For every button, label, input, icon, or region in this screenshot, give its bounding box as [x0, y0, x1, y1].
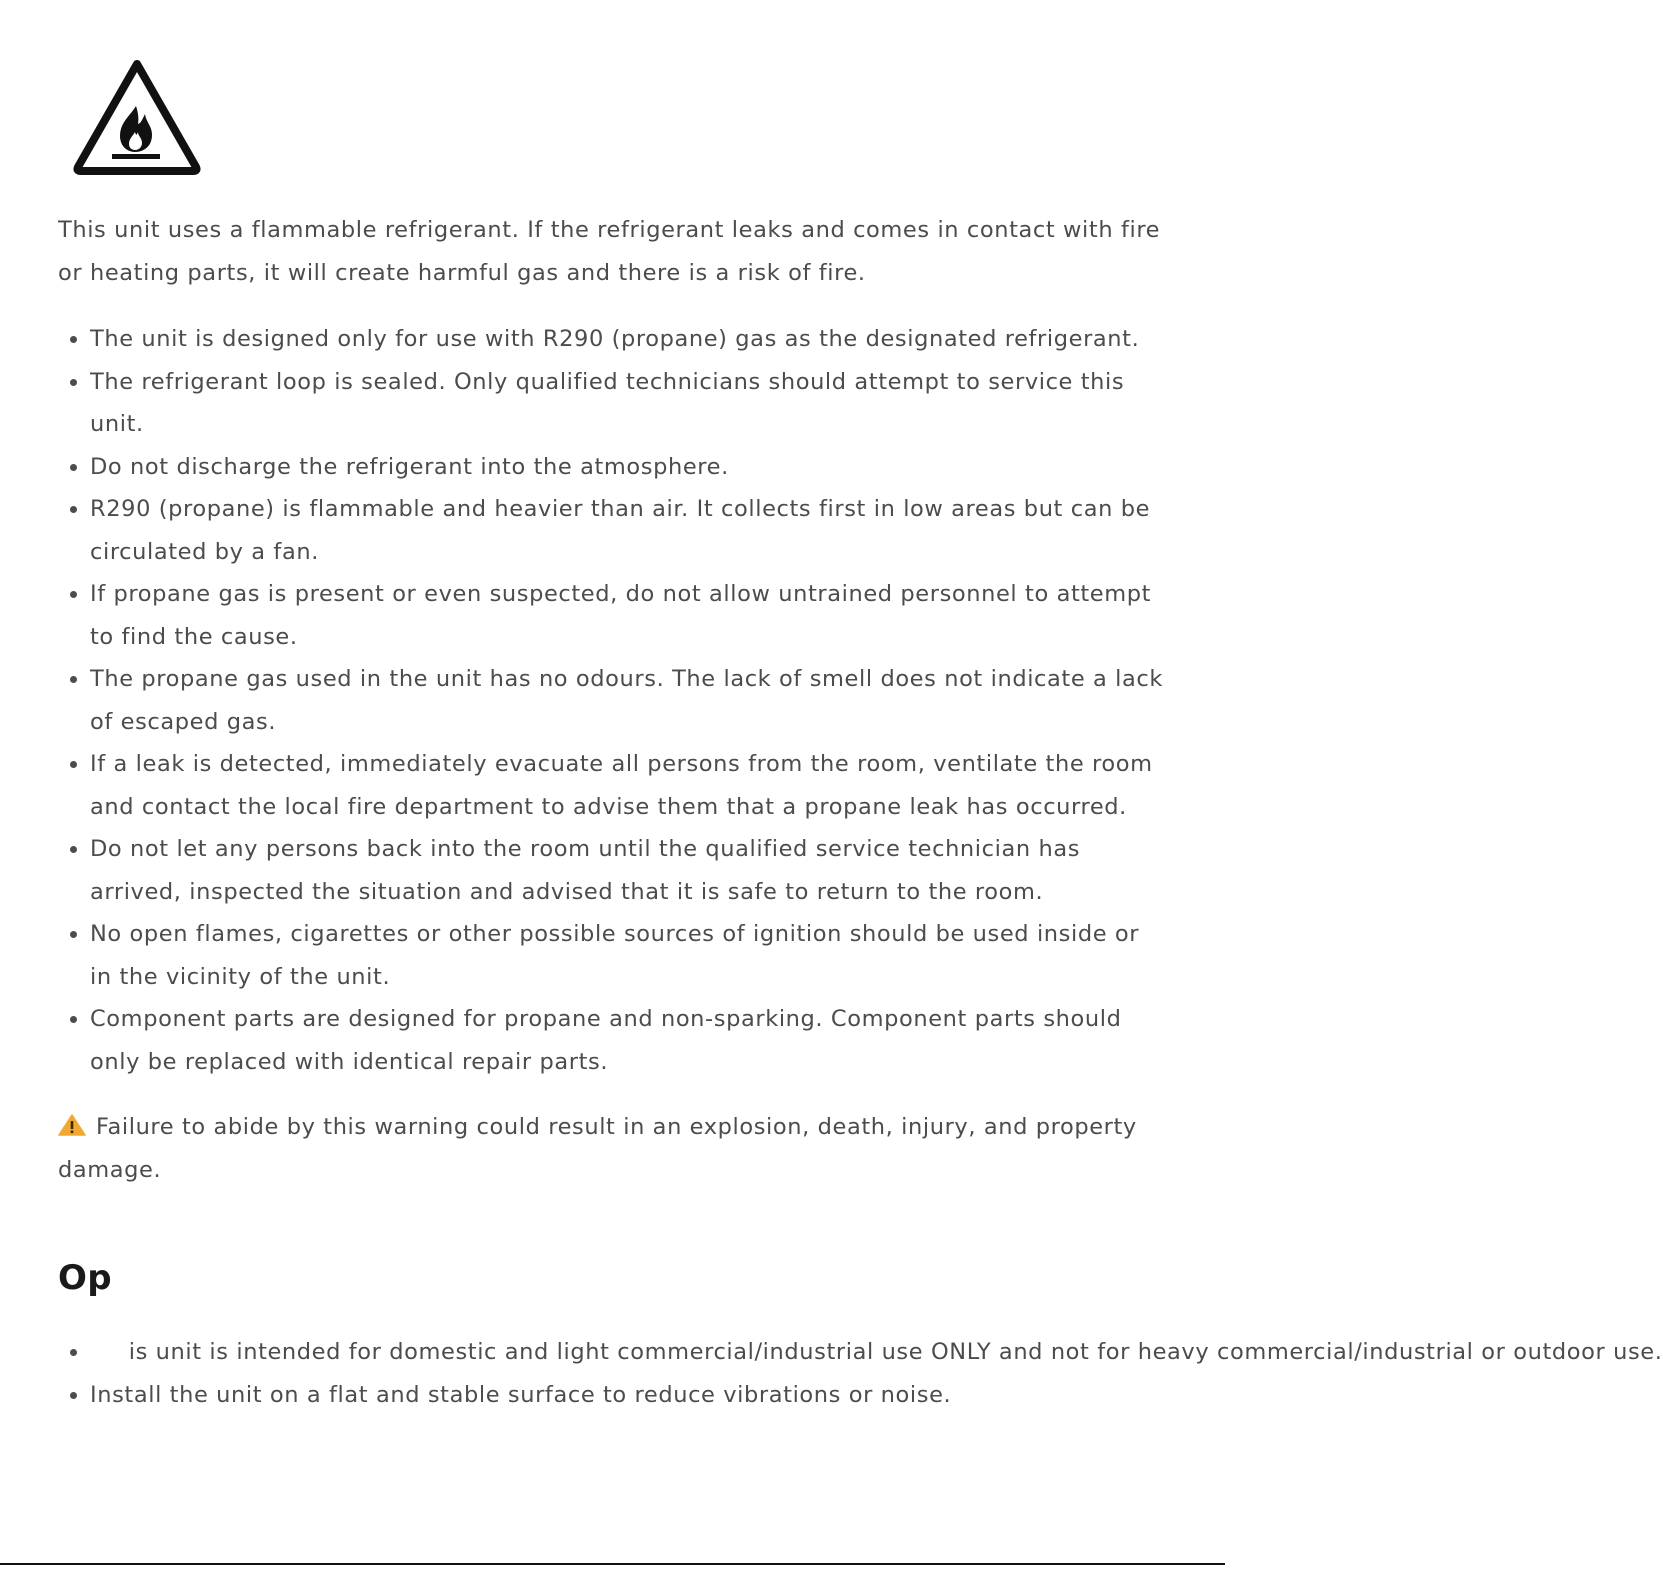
list-item: • If a leak is detected, immediately evacuate all persons from the room, ventilate the room and contact the local fire department to advise them that a propane leak has occurred. — [90, 743, 1168, 828]
operation-bullet-list — [58, 1331, 1663, 1416]
list-item: • Component parts are designed for propane and non-sparking. Component parts should only be replaced with identical repair parts. — [90, 998, 1168, 1083]
section-heading: Op — [58, 1258, 113, 1298]
list-item: • Do not discharge the refrigerant into the atmosphere. — [90, 446, 1168, 489]
page-bottom-rule — [0, 1563, 1225, 1565]
list-item: • Do not let any persons back into the room until the qualified service technician has arrived, inspected the situation and advised that it is safe to return to the room. — [90, 828, 1168, 913]
list-item: • R290 (propane) is flammable and heavier than air. It collects first in low areas but can be circulated by a fan. — [90, 488, 1168, 573]
flammable-warning-icon — [72, 58, 202, 174]
list-item: • The propane gas used in the unit has no odours. The lack of smell does not indicate a lack of escaped gas. — [90, 658, 1168, 743]
warning-text: Failure to abide by this warning could result in an explosion, death, injury, and property damage. — [58, 1114, 1137, 1183]
list-item: • The unit is designed only for use with R290 (propane) gas as the designated refrigerant. — [90, 318, 1168, 361]
warning-note — [58, 1106, 1168, 1191]
safety-content — [58, 209, 1663, 1416]
list-item: • If propane gas is present or even suspected, do not allow untrained personnel to attempt to find the cause. — [90, 573, 1168, 658]
list-item-text: is unit is intended for domestic and light commercial/industrial use ONLY and not for heavy commercial/industrial or outdoor use. — [90, 1339, 1663, 1365]
list-item: • The refrigerant loop is sealed. Only qualified technicians should attempt to service this unit. — [90, 361, 1168, 446]
list-item — [90, 1331, 1663, 1374]
list-item: • Install the unit on a flat and stable surface to reduce vibrations or noise. — [90, 1374, 1168, 1417]
safety-bullet-list — [58, 318, 1168, 1083]
list-item: • No open flames, cigarettes or other possible sources of ignition should be used inside or in the vicinity of the unit. — [90, 913, 1168, 998]
warning-triangle-icon — [58, 1114, 86, 1136]
intro-paragraph: This unit uses a flammable refrigerant. If the refrigerant leaks and comes in contact with fire or heating parts, it will create harmful gas and there is a risk of fire. — [58, 217, 1161, 286]
